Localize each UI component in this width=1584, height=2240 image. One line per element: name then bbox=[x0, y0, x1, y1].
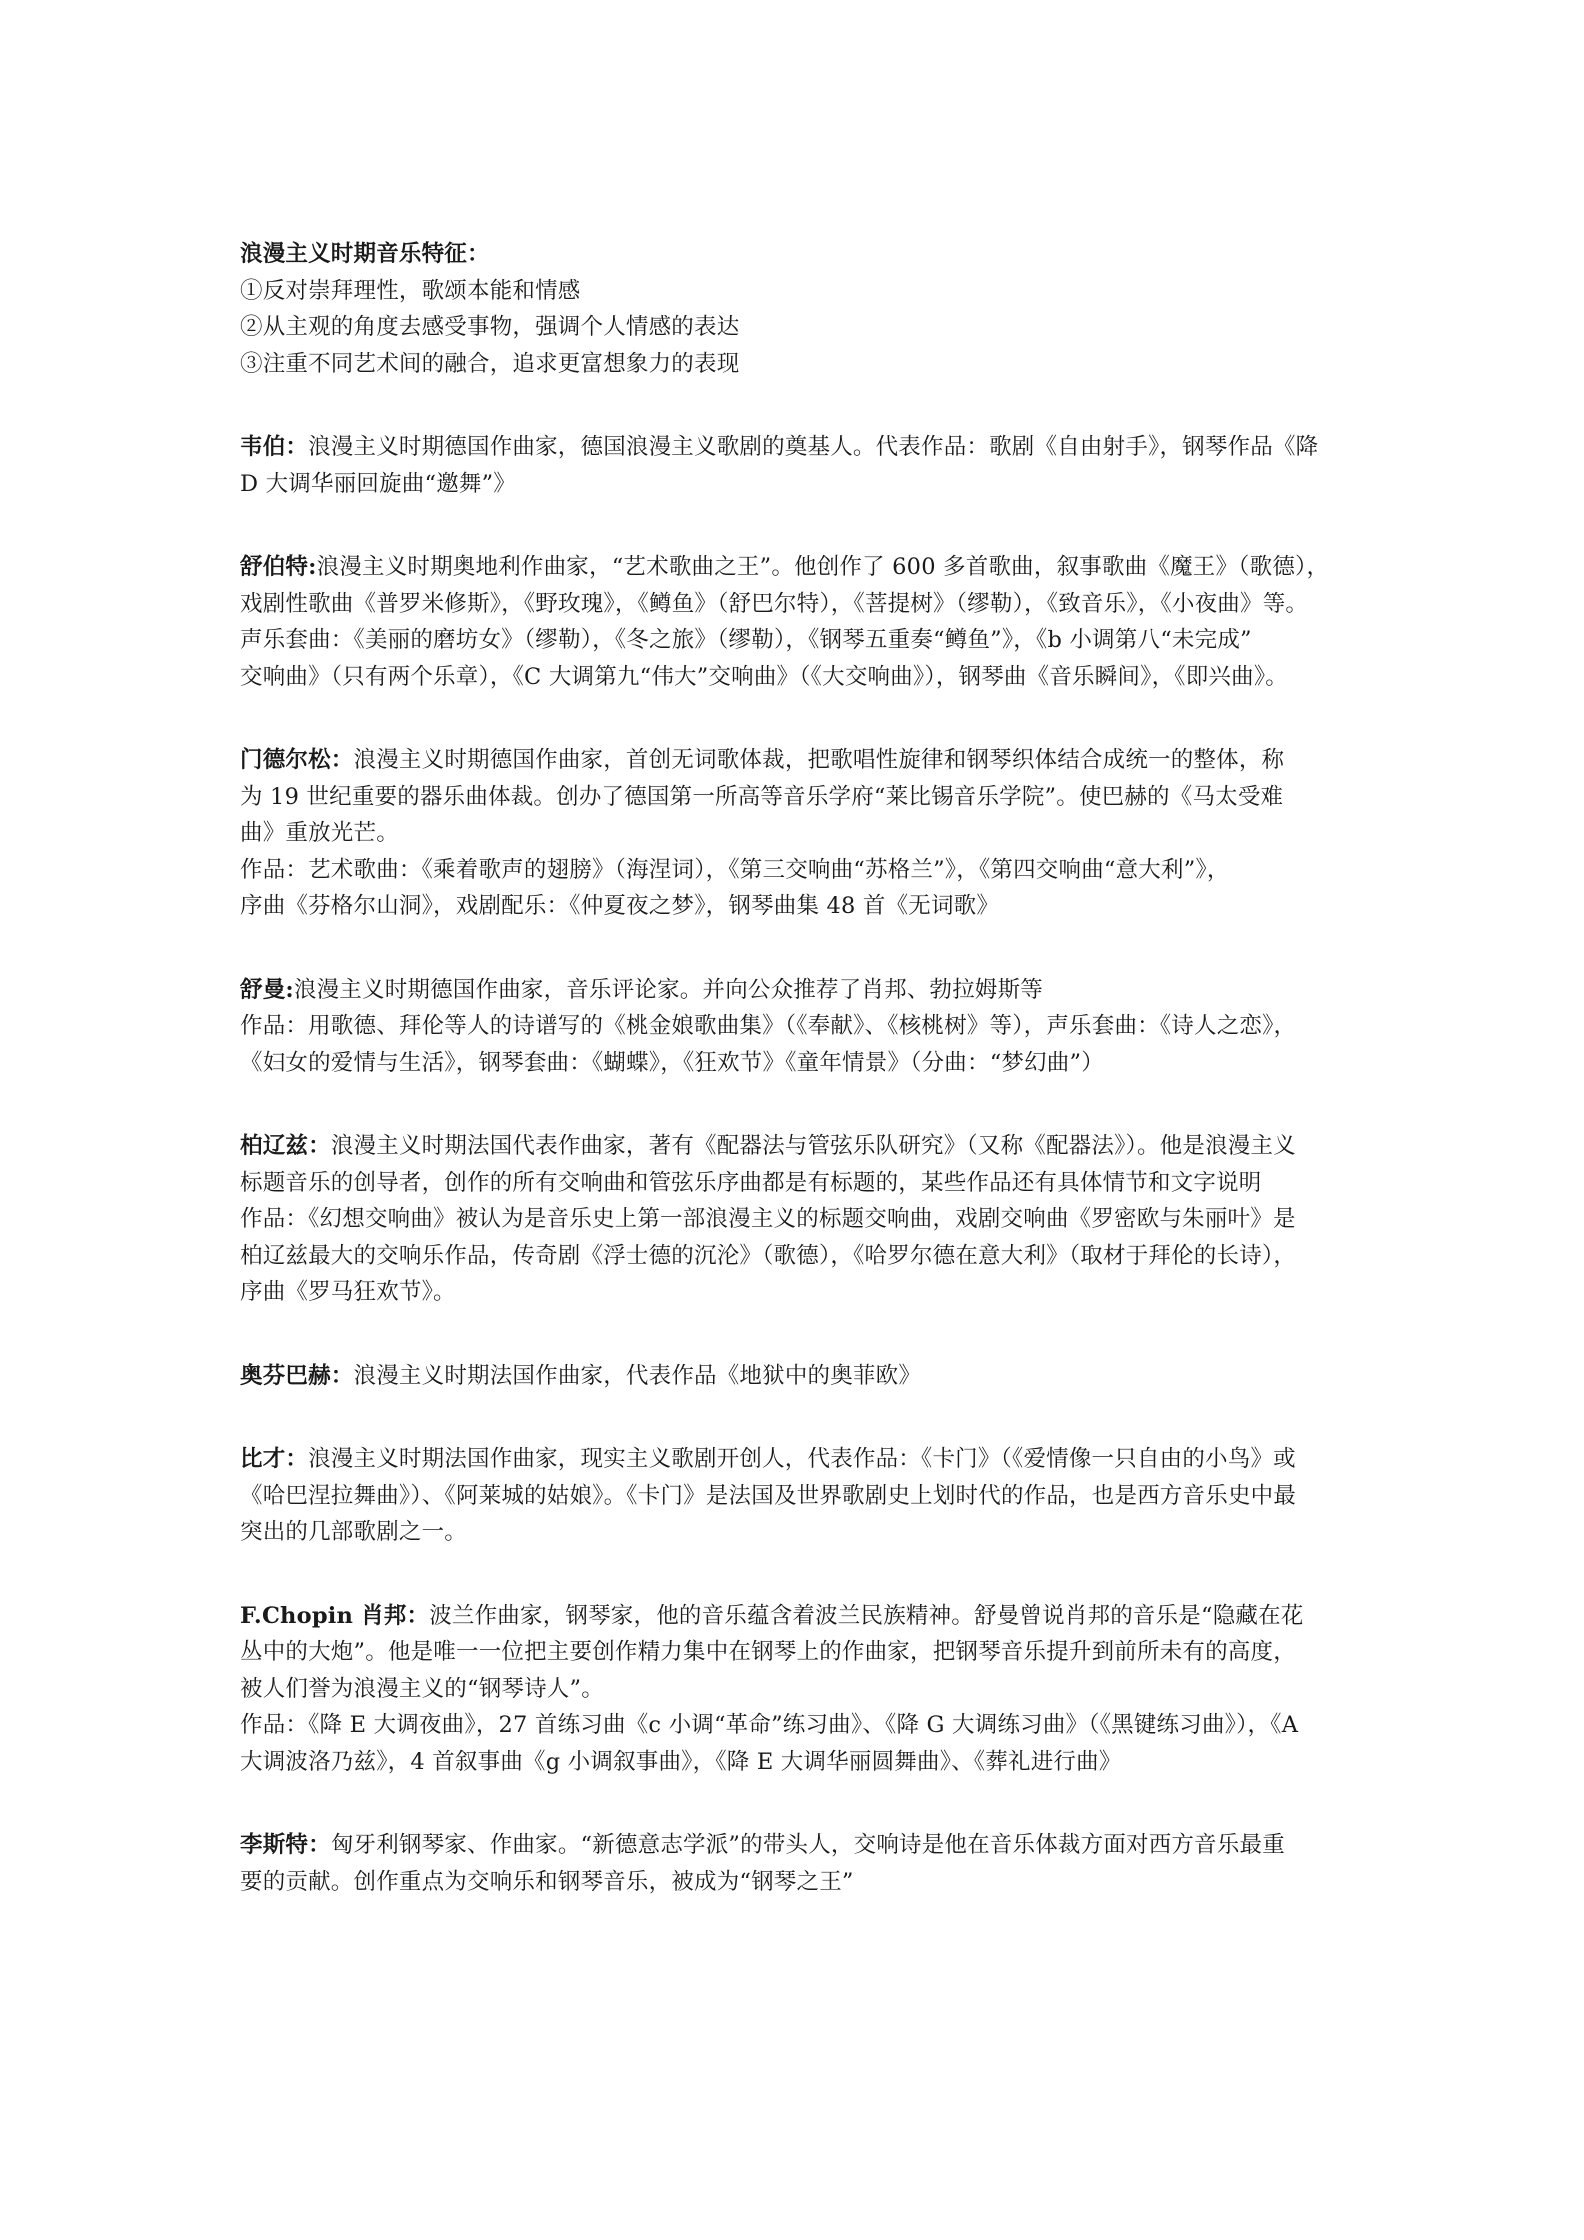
paragraph-line bbox=[240, 1744, 1352, 1781]
section-schumann bbox=[240, 972, 1352, 1082]
paragraph-line bbox=[240, 1045, 1352, 1082]
paragraph-line bbox=[240, 1514, 1352, 1551]
paragraph-line bbox=[240, 1864, 1352, 1901]
paragraph-line bbox=[240, 888, 1352, 925]
line-text: 作品：艺术歌曲：《乘着歌声的翅膀》（海涅词），《第三交响曲“苏格兰”》，《第四交响曲“意大利”》， bbox=[240, 856, 1230, 883]
line-text: 浪漫主义时期法国作曲家，现实主义歌剧开创人，代表作品：《卡门》（《爱情像一只自由的小鸟》或 bbox=[308, 1446, 1296, 1472]
line-text: 要的贡献。创作重点为交响乐和钢琴音乐，被成为“钢琴之王” bbox=[240, 1868, 854, 1895]
line-text: 戏剧性歌曲《普罗米修斯》，《野玫瑰》，《鳟鱼》（舒巴尔特），《菩提树》（缪勒），《致音乐》，《小夜曲》等。 bbox=[240, 590, 1309, 617]
section-berlioz bbox=[240, 1128, 1352, 1311]
line-text: 浪漫主义时期法国代表作曲家，著有《配器法与管弦乐队研究》（又称《配器法》）。他是浪漫主义 bbox=[330, 1133, 1296, 1159]
list-item-text: ②从主观的角度去感受事物，强调个人情感的表达 bbox=[240, 314, 740, 340]
paragraph-line bbox=[240, 1441, 1352, 1478]
line-text: 交响曲》（只有两个乐章），《C 大调第九“伟大”交响曲》（《大交响曲》），钢琴曲《音乐瞬间》，《即兴曲》。 bbox=[240, 663, 1288, 690]
composer-name: 比才： bbox=[240, 1446, 309, 1472]
section-bizet bbox=[240, 1441, 1352, 1551]
line-text: D 大调华丽回旋曲“邀舞”》 bbox=[240, 470, 516, 497]
paragraph-line bbox=[240, 742, 1352, 779]
line-text: 作品：《降 E 大调夜曲》，27 首练习曲《c 小调“革命”练习曲》、《降 G 大调练习曲》（《黑键练习曲》），《A bbox=[240, 1712, 1299, 1738]
line-text: 《妇女的爱情与生活》，钢琴套曲：《蝴蝶》，《狂欢节》《童年情景》（分曲：“梦幻曲”） bbox=[240, 1049, 1104, 1076]
paragraph-line bbox=[240, 1165, 1352, 1202]
paragraph-line bbox=[240, 815, 1352, 852]
paragraph-line bbox=[240, 1827, 1352, 1864]
line-text: 被人们誉为浪漫主义的“钢琴诗人”。 bbox=[240, 1675, 604, 1702]
section-liszt bbox=[240, 1827, 1352, 1900]
line-text: 突出的几部歌剧之一。 bbox=[240, 1519, 468, 1545]
section-mendelssohn bbox=[240, 742, 1352, 925]
line-text: 曲》重放光芒。 bbox=[240, 820, 399, 846]
paragraph-line bbox=[240, 1358, 1352, 1395]
section-chopin bbox=[240, 1598, 1352, 1781]
line-text: 标题音乐的创导者，创作的所有交响曲和管弦乐序曲都是有标题的，某些作品还有具体情节和文字说明 bbox=[240, 1169, 1262, 1196]
paragraph-line bbox=[240, 1478, 1352, 1515]
line-text: 《哈巴涅拉舞曲》）、《阿莱城的姑娘》。《卡门》是法国及世界歌剧史上划时代的作品，也是西方音乐史中最 bbox=[240, 1482, 1297, 1509]
composer-name: 奥芬巴赫： bbox=[240, 1362, 354, 1389]
section-heading bbox=[240, 236, 1352, 273]
line-text: 作品：用歌德、拜伦等人的诗谱写的《桃金娘歌曲集》（《奉献》、《核桃树》等），声乐套曲：《诗人之恋》， bbox=[240, 1013, 1297, 1039]
line-text: 序曲《罗马狂欢节》。 bbox=[240, 1279, 456, 1305]
line-text: 浪漫主义时期法国作曲家，代表作品《地狱中的奥菲欧》 bbox=[353, 1362, 922, 1389]
list-item bbox=[240, 346, 1352, 383]
line-text: 浪漫主义时期奥地利作曲家，“艺术歌曲之王”。他创作了 600 多首歌曲，叙事歌曲《魔王》（歌德）， bbox=[316, 554, 1330, 580]
paragraph-line bbox=[240, 1274, 1352, 1311]
line-text: 为 19 世纪重要的器乐曲体裁。创办了德国第一所高等音乐学府“莱比锡音乐学院”。使巴赫的《马太受难 bbox=[240, 783, 1284, 810]
line-text: 声乐套曲：《美丽的磨坊女》（缪勒），《冬之旅》（缪勒），《钢琴五重奏“鳟鱼”》，《b 小调第八“未完成” bbox=[240, 627, 1252, 653]
line-text: 大调波洛乃兹》，4 首叙事曲《g 小调叙事曲》，《降 E 大调华丽圆舞曲》、《葬礼进行曲》 bbox=[240, 1748, 1122, 1775]
paragraph-line bbox=[240, 1707, 1352, 1744]
composer-name: 门德尔松： bbox=[240, 747, 354, 773]
paragraph-line bbox=[240, 1598, 1352, 1635]
section-weber bbox=[240, 429, 1352, 502]
line-text: 作品：《幻想交响曲》被认为是音乐史上第一部浪漫主义的标题交响曲，戏剧交响曲《罗密欧与朱丽叶》是 bbox=[240, 1206, 1296, 1232]
section-offenbach bbox=[240, 1358, 1352, 1395]
paragraph-line bbox=[240, 779, 1352, 816]
section-schubert bbox=[240, 549, 1352, 695]
paragraph-line bbox=[240, 586, 1352, 623]
paragraph-line bbox=[240, 1238, 1352, 1275]
document-page bbox=[240, 236, 1352, 1900]
paragraph-line bbox=[240, 659, 1352, 696]
heading-text: 浪漫主义时期音乐特征： bbox=[240, 241, 490, 267]
paragraph-line bbox=[240, 549, 1352, 586]
composer-name: 韦伯： bbox=[240, 434, 309, 460]
composer-name: 李斯特： bbox=[240, 1832, 331, 1858]
line-text: 浪漫主义时期德国作曲家，德国浪漫主义歌剧的奠基人。代表作品：歌剧《自由射手》，钢琴作品《降 bbox=[308, 434, 1319, 460]
list-item bbox=[240, 273, 1352, 310]
list-item-text: ①反对崇拜理性，歌颂本能和情感 bbox=[240, 277, 581, 304]
paragraph-line bbox=[240, 1671, 1352, 1708]
paragraph-line bbox=[240, 429, 1352, 466]
composer-name: 柏辽兹： bbox=[240, 1133, 331, 1159]
paragraph-line bbox=[240, 972, 1352, 1009]
section-romantic-characteristics bbox=[240, 236, 1352, 382]
list-item bbox=[240, 309, 1352, 346]
composer-name: 舒曼: bbox=[240, 976, 294, 1003]
paragraph-line bbox=[240, 1634, 1352, 1671]
composer-name: F.Chopin 肖邦： bbox=[240, 1602, 430, 1629]
paragraph-line bbox=[240, 1201, 1352, 1238]
composer-name: 舒伯特: bbox=[240, 554, 317, 580]
line-text: 浪漫主义时期德国作曲家，音乐评论家。并向公众推荐了肖邦、勃拉姆斯等 bbox=[293, 976, 1044, 1003]
paragraph-line bbox=[240, 1128, 1352, 1165]
paragraph-line bbox=[240, 622, 1352, 659]
paragraph-line bbox=[240, 1008, 1352, 1045]
line-text: 序曲《芬格尔山洞》，戏剧配乐：《仲夏夜之梦》，钢琴曲集 48 首《无词歌》 bbox=[240, 893, 1000, 919]
line-text: 波兰作曲家，钢琴家，他的音乐蕴含着波兰民族精神。舒曼曾说肖邦的音乐是“隐藏在花 bbox=[429, 1602, 1304, 1629]
paragraph-line bbox=[240, 466, 1352, 503]
paragraph-line bbox=[240, 852, 1352, 889]
line-text: 匈牙利钢琴家、作曲家。“新德意志学派”的带头人，交响诗是他在音乐体裁方面对西方音乐最重 bbox=[330, 1832, 1285, 1858]
list-item-text: ③注重不同艺术间的融合，追求更富想象力的表现 bbox=[240, 350, 740, 377]
line-text: 柏辽兹最大的交响乐作品，传奇剧《浮士德的沉沦》（歌德），《哈罗尔德在意大利》（取材于拜伦的长诗）， bbox=[240, 1242, 1297, 1269]
line-text: 丛中的大炮”。他是唯一一位把主要创作精力集中在钢琴上的作曲家，把钢琴音乐提升到前所未有的高度， bbox=[240, 1639, 1296, 1665]
line-text: 浪漫主义时期德国作曲家，首创无词歌体裁，把歌唱性旋律和钢琴织体结合成统一的整体，称 bbox=[353, 747, 1285, 773]
